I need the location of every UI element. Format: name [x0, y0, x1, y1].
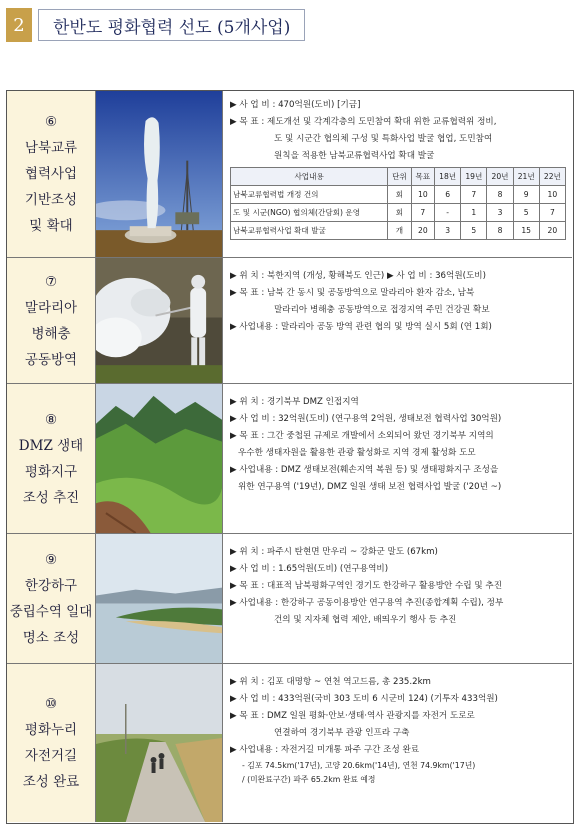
table-cell: 5 [461, 222, 487, 240]
table-cell: - [435, 204, 461, 222]
table-cell: 1 [461, 204, 487, 222]
table-cell: 남북교류협력법 개정 건의 [231, 186, 388, 204]
table-cell: 9 [513, 186, 539, 204]
label-line: 평화지구 [24, 463, 78, 480]
project-number: ⑦ [44, 273, 58, 290]
table-cell: 20 [411, 222, 434, 240]
table-cell: 7 [411, 204, 434, 222]
label-line: 남북교류 [24, 140, 78, 156]
projects-table [6, 90, 574, 824]
table-cell: 8 [487, 186, 513, 204]
project-number: ⑨ [44, 551, 58, 568]
project-number: ⑥ [44, 114, 58, 130]
col-header: 19년 [461, 168, 487, 186]
stats-table [230, 167, 566, 240]
label-line: 말라리아 [24, 299, 78, 316]
content-note: / (미완료구간) 파주 65.2km 완료 예정 [242, 775, 376, 784]
col-header: 목표 [411, 168, 434, 186]
label-line: 자전거길 [24, 748, 78, 764]
col-header: 사업내용 [231, 168, 388, 186]
table-row [231, 222, 566, 240]
label-line: 조성 완료 [22, 774, 80, 790]
disinfection-photo [96, 258, 223, 383]
content-line: 위한 연구용역 ('19년), DMZ 일원 생태 보전 협력사업 발굴 ('20년 ~) [238, 482, 502, 492]
label-line: 및 확대 [29, 218, 73, 234]
project-number: ⑧ [44, 411, 58, 428]
project-number: ⑩ [44, 696, 58, 712]
col-header: 22년 [539, 168, 565, 186]
content-line: ▶ 사업내용 : 자전거길 미개통 파주 구간 조성 완료 [230, 745, 420, 755]
content-line: 원칙을 적용한 남북교류협력사업 확대 발굴 [274, 151, 435, 161]
table-cell: 회 [388, 204, 411, 222]
content-line: 우수한 생태자원을 활용한 관광 활성화로 지역 경제 활성화 도모 [238, 448, 476, 458]
content-note: - 김포 74.5km('17년), 고양 20.6km('14년), 연천 74.9km('17년) [242, 761, 476, 770]
stats-header-row [231, 168, 566, 186]
project-content [226, 258, 570, 383]
table-cell: 3 [435, 222, 461, 240]
col-header: 단위 [388, 168, 411, 186]
content-line: ▶ 사업내용 : DMZ 생태보전(훼손지역 복원 등) 및 생태평화지구 조성을 [230, 465, 499, 475]
content-line: ▶ 목 표 : 제도개선 및 각계각층의 도민참여 확대 위한 교류협력위 정비, [230, 117, 497, 127]
content-line: ▶ 위 치 : 경기북부 DMZ 인접지역 [230, 397, 359, 407]
table-cell: 10 [411, 186, 434, 204]
section-title: 한반도 평화협력 선도 (5개사업) [38, 9, 305, 41]
label-line: 공동방역 [24, 351, 78, 368]
table-row [231, 186, 566, 204]
table-cell: 10 [539, 186, 565, 204]
table-cell: 20 [539, 222, 565, 240]
table-cell: 6 [435, 186, 461, 204]
content-line: ▶ 사업내용 : 말라리아 공동 방역 관련 협의 및 방역 실시 5회 (연 1회) [230, 322, 492, 332]
table-cell: 7 [461, 186, 487, 204]
label-line: 한강하구 [24, 577, 78, 594]
project-label [7, 384, 96, 533]
content-line: ▶ 목 표 : 남북 간 동시 및 공동방역으로 말라리아 환자 감소, 남북 [230, 288, 475, 298]
label-line: 평화누리 [24, 722, 78, 738]
project-row-7 [7, 258, 572, 384]
project-content [226, 664, 570, 822]
project-label [7, 664, 96, 822]
table-cell: 5 [513, 204, 539, 222]
content-line: ▶ 위 치 : 김포 대명항 ~ 연천 역고드름, 총 235.2km [230, 677, 431, 687]
content-line: ▶ 사 업 비 : 32억원(도비) (연구용역 2억원, 생태보전 협력사업 30억원) [230, 414, 502, 424]
label-line: 중립수역 일대 [9, 603, 93, 620]
label-line: 협력사업 [24, 166, 78, 182]
content-line: ▶ 사 업 비 : 470억원(도비) [기금] [230, 100, 361, 110]
label-line: 기반조성 [24, 192, 78, 208]
project-label [7, 534, 96, 663]
table-cell: 15 [513, 222, 539, 240]
table-cell: 개 [388, 222, 411, 240]
content-line: ▶ 목 표 : DMZ 일원 평화·안보·생태·역사 관광지를 자전거 도로로 [230, 711, 475, 721]
col-header: 21년 [513, 168, 539, 186]
table-cell: 8 [487, 222, 513, 240]
label-line: 병해충 [31, 325, 71, 342]
content-line: 말라리아 병해충 공동방역으로 접경지역 주민 건강권 확보 [274, 305, 490, 315]
content-line: 건의 및 지자체 협력 제안, 배띄우기 행사 등 추진 [274, 615, 457, 625]
table-cell: 3 [487, 204, 513, 222]
project-row-8 [7, 384, 572, 534]
table-cell: 7 [539, 204, 565, 222]
table-cell: 회 [388, 186, 411, 204]
content-line: ▶ 위 치 : 북한지역 (개성, 황해북도 인근) ▶ 사 업 비 : 36억원(도비) [230, 271, 486, 281]
section-number: 2 [6, 8, 32, 42]
content-line: ▶ 사업내용 : 한강하구 공동이용방안 연구용역 추진(종합계획 수립), 정부 [230, 598, 504, 608]
project-content [226, 384, 570, 533]
content-line: ▶ 목 표 : 대표적 남북평화구역인 경기도 한강하구 활용방안 수립 및 추진 [230, 581, 502, 591]
project-row-10 [7, 664, 572, 822]
content-line: ▶ 목 표 : 그간 중첩된 규제로 개발에서 소외되어 왔던 경기북부 지역의 [230, 431, 494, 441]
han-river-estuary-photo [96, 534, 223, 663]
project-content [226, 534, 570, 663]
content-line: ▶ 위 치 : 파주시 탄현면 만우리 ~ 강화군 말도 (67km) [230, 547, 438, 557]
col-header: 20년 [487, 168, 513, 186]
label-line: 명소 조성 [22, 629, 80, 646]
table-row [231, 204, 566, 222]
label-line: 조성 추진 [22, 489, 80, 506]
table-cell: 도 및 시군(NGO) 협의체(간담회) 운영 [231, 204, 388, 222]
statue-photo [96, 91, 223, 257]
label-line: DMZ 생태 [18, 437, 84, 454]
content-line: ▶ 사 업 비 : 433억원(국비 303 도비 6 시군비 124) (기투자 433억원) [230, 694, 498, 704]
table-cell: 남북교류협력사업 확대 발굴 [231, 222, 388, 240]
project-label [7, 91, 96, 257]
col-header: 18년 [435, 168, 461, 186]
bike-path-photo [96, 664, 223, 822]
project-row-6 [7, 91, 572, 258]
dmz-landscape-photo [96, 384, 223, 533]
content-line: 도 및 시군간 협의체 구성 및 특화사업 발굴 협업, 도민참여 [274, 134, 493, 144]
project-row-9 [7, 534, 572, 664]
project-content [226, 91, 570, 257]
section-header [6, 8, 305, 42]
content-line: 연결하여 경기북부 관광 인프라 구축 [274, 728, 410, 738]
project-label [7, 258, 96, 383]
content-line: ▶ 사 업 비 : 1.65억원(도비) (연구용역비) [230, 564, 389, 574]
